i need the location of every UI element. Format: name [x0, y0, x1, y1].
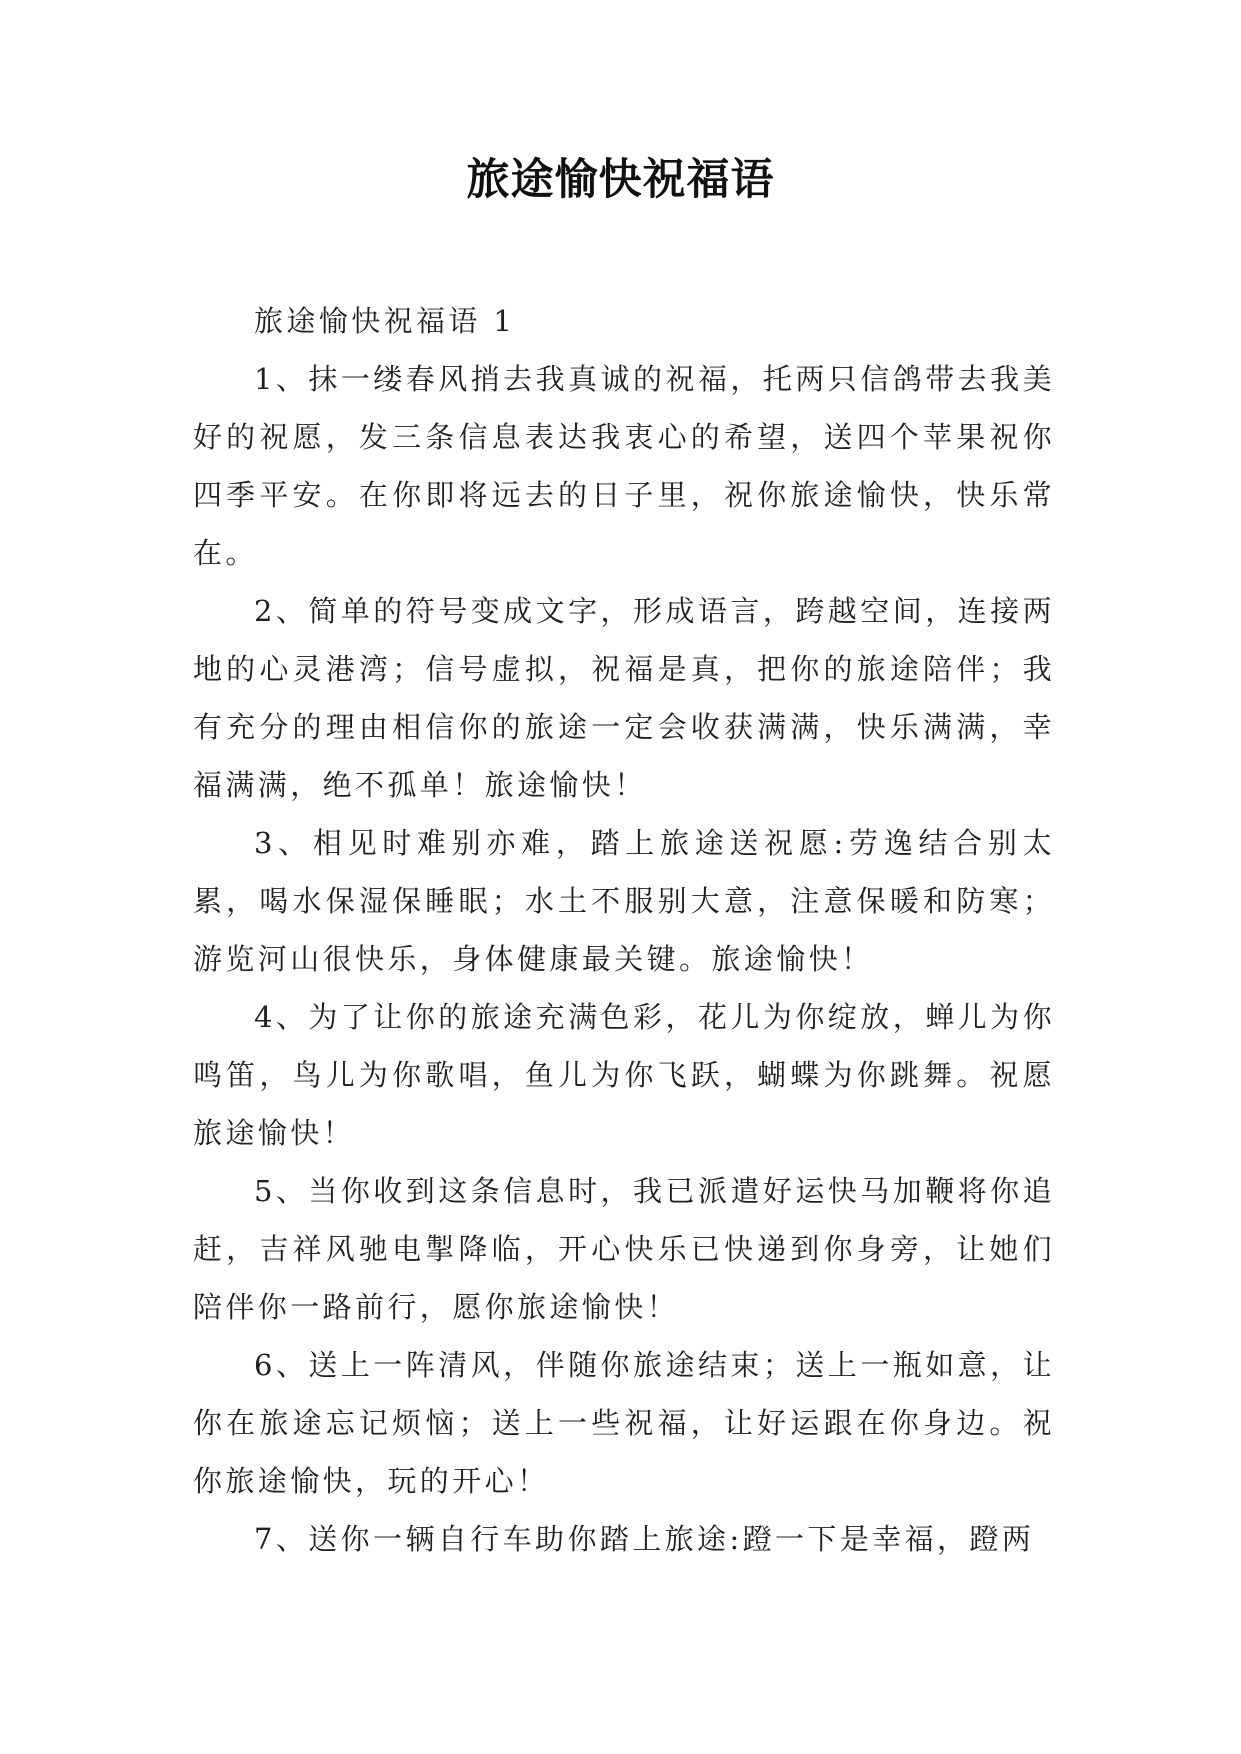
paragraph-5: 5、当你收到这条信息时，我已派遣好运快马加鞭将你追赶，吉祥风驰电掣降临，开心快乐已快递到你身旁，让她们陪伴你一路前行，愿你旅途愉快！ — [193, 1174, 1055, 1324]
paragraph-1: 1、抹一缕春风捎去我真诚的祝福，托两只信鸽带去我美好的祝愿，发三条信息表达我衷心的希望，送四个苹果祝你四季平安。在你即将远去的日子里，祝你旅途愉快，快乐常在。 — [193, 362, 1055, 570]
section-heading: 旅途愉快祝福语 1 — [254, 304, 516, 338]
paragraph-7: 7、送你一辆自行车助你踏上旅途:蹬一下是幸福，蹬两 — [254, 1522, 1035, 1556]
paragraph-6: 6、送上一阵清风，伴随你旅途结束；送上一瓶如意，让你在旅途忘记烦恼；送上一些祝福，让好运跟在你身边。祝你旅途愉快，玩的开心！ — [193, 1348, 1055, 1498]
paragraph-2: 2、简单的符号变成文字，形成语言，跨越空间，连接两地的心灵港湾；信号虚拟，祝福是真，把你的旅途陪伴；我有充分的理由相信你的旅途一定会收获满满，快乐满满，幸福满满，绝不孤单！旅途愉快！ — [193, 594, 1055, 802]
document-title: 旅途愉快祝福语 — [466, 155, 775, 205]
document-body — [193, 292, 1055, 1568]
paragraph-3: 3、相见时难别亦难，踏上旅途送祝愿:劳逸结合别太累，喝水保湿保睡眠；水土不服别大意，注意保暖和防寒；游览河山很快乐，身体健康最关键。旅途愉快！ — [193, 826, 1055, 976]
paragraph-4: 4、为了让你的旅途充满色彩，花儿为你绽放，蝉儿为你鸣笛，鸟儿为你歌唱，鱼儿为你飞跃，蝴蝶为你跳舞。祝愿旅途愉快！ — [193, 1000, 1055, 1150]
